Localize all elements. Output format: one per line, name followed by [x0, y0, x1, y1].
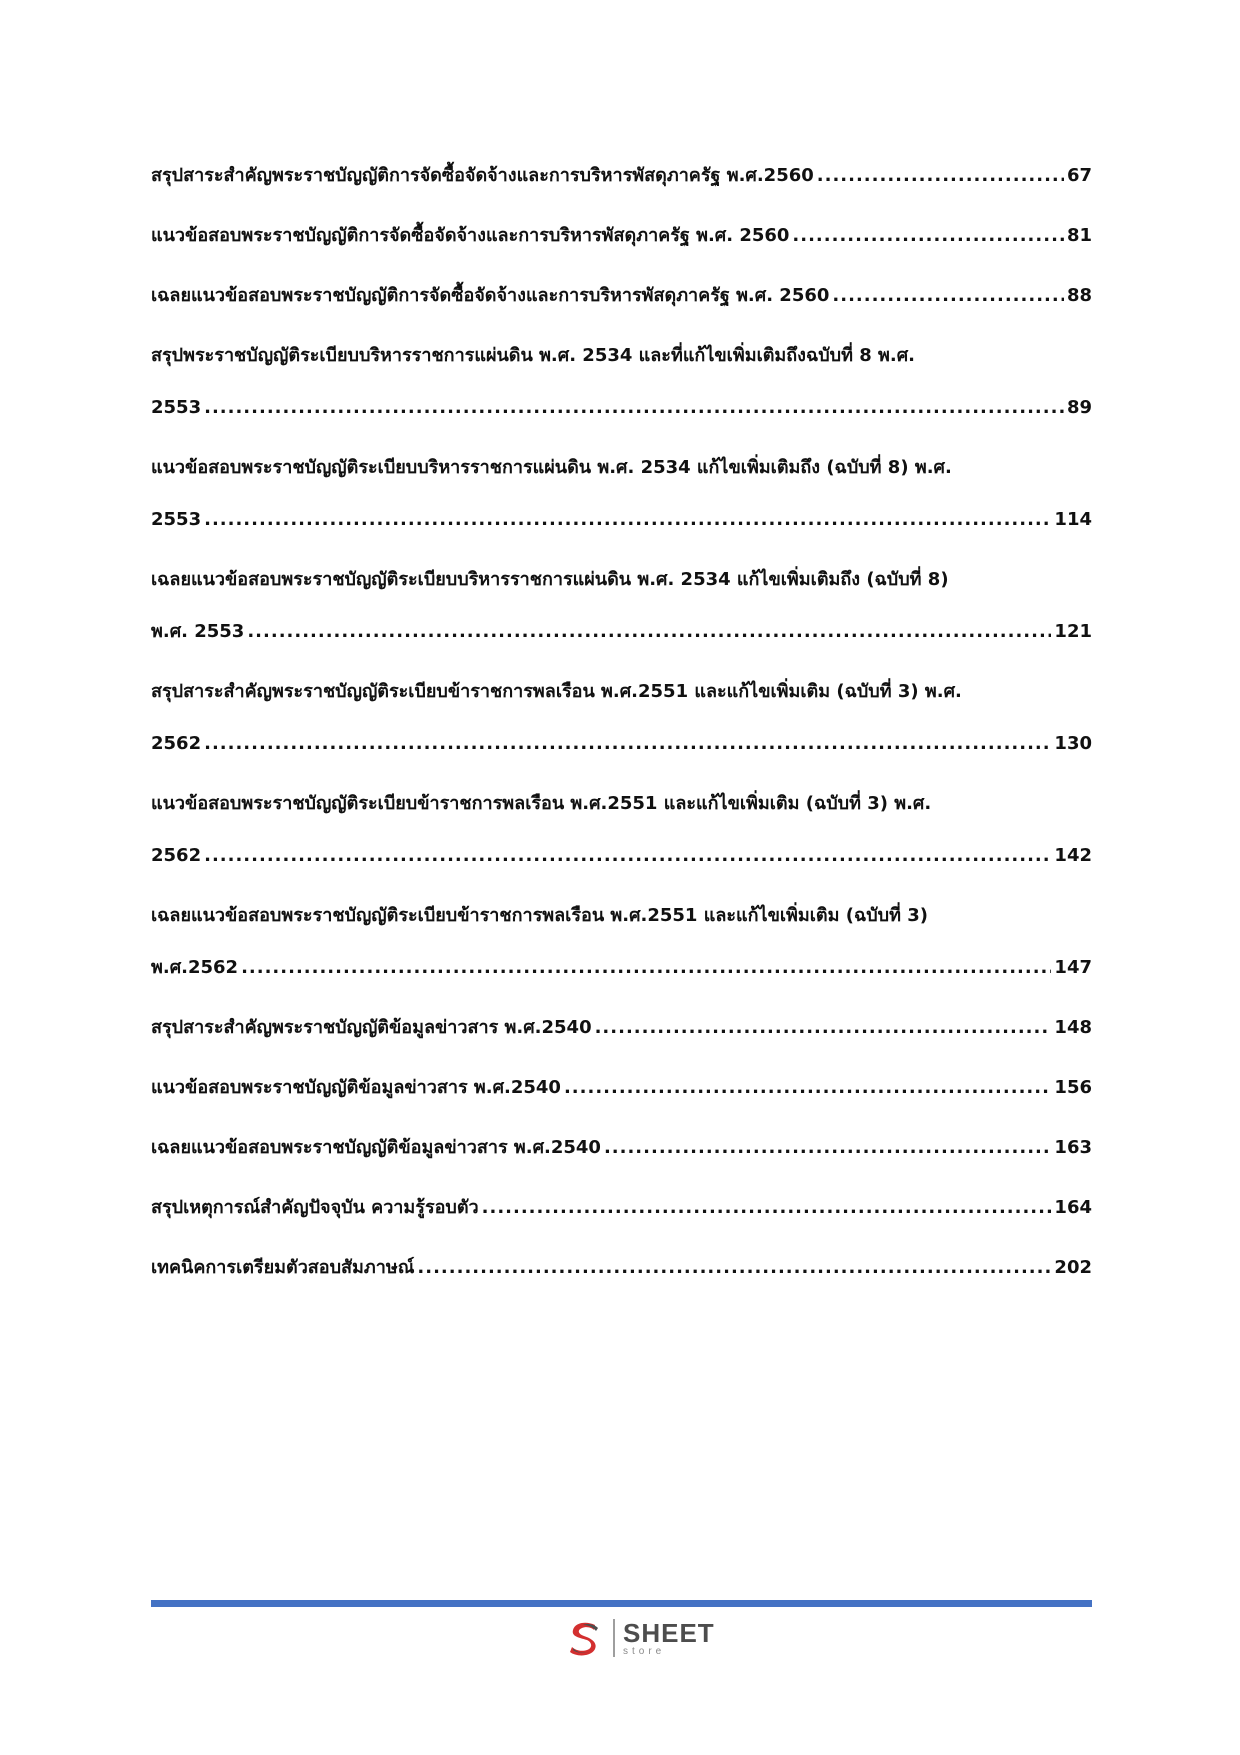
toc-entry-title: พ.ศ.2562: [151, 957, 239, 978]
footer-divider: [151, 1600, 1092, 1607]
toc-entry-title: 2553: [151, 397, 202, 418]
dot-leader: [482, 1182, 1052, 1234]
toc-entry-title: เฉลยแนวข้อสอบพระราชบัญญัติการจัดซื้อจัดจ้างและการบริหารพัสดุภาครัฐ พ.ศ. 2560: [151, 285, 830, 306]
toc-entry-title: 2562: [151, 845, 202, 866]
toc-page-number: 164: [1054, 1197, 1092, 1218]
toc-entry[interactable]: [151, 270, 1092, 322]
toc-entry[interactable]: [151, 778, 1092, 882]
toc-entry-title: พ.ศ. 2553: [151, 621, 245, 642]
toc-page-number: 88: [1066, 285, 1092, 306]
toc-page-number: 67: [1066, 165, 1092, 186]
dot-leader: [417, 1242, 1051, 1294]
logo-text: [623, 1617, 715, 1657]
toc-entry-title: แนวข้อสอบพระราชบัญญัติข้อมูลข่าวสาร พ.ศ.2540: [151, 1077, 561, 1098]
toc-entry[interactable]: [151, 666, 1092, 770]
table-of-contents: [151, 150, 1092, 1302]
dot-leader: [204, 494, 1051, 546]
toc-entry-title: 2553: [151, 509, 202, 530]
toc-entry-title: สรุปสาระสำคัญพระราชบัญญัติการจัดซื้อจัดจ้างและการบริหารพัสดุภาครัฐ พ.ศ.2560: [151, 165, 814, 186]
toc-entry-title: สรุปเหตุการณ์สำคัญปัจจุบัน ความรู้รอบตัว: [151, 1197, 479, 1218]
toc-entry-title: เฉลยแนวข้อสอบพระราชบัญญัติระเบียบข้าราชการพลเรือน พ.ศ.2551 และแก้ไขเพิ่มเติม (ฉบับที่ 3): [151, 905, 928, 926]
toc-page-number: 202: [1054, 1257, 1092, 1278]
toc-entry[interactable]: [151, 150, 1092, 202]
toc-entry-title: สรุปสาระสำคัญพระราชบัญญัติระเบียบข้าราชการพลเรือน พ.ศ.2551 และแก้ไขเพิ่มเติม (ฉบับที่ 3) พ.ศ.: [151, 681, 962, 702]
toc-page-number: 130: [1054, 733, 1092, 754]
toc-page-number: 163: [1054, 1137, 1092, 1158]
toc-entry-title: เทคนิคการเตรียมตัวสอบสัมภาษณ์: [151, 1257, 415, 1278]
toc-entry[interactable]: [151, 1242, 1092, 1294]
toc-page-number: 121: [1054, 621, 1092, 642]
toc-page-number: 81: [1066, 225, 1092, 246]
toc-entry[interactable]: [151, 1122, 1092, 1174]
toc-page-number: 147: [1054, 957, 1092, 978]
toc-entry[interactable]: [151, 890, 1092, 994]
toc-page-number: 89: [1066, 397, 1092, 418]
dot-leader: [832, 270, 1064, 322]
dot-leader: [817, 150, 1064, 202]
dot-leader: [204, 830, 1051, 882]
logo-subtext: store: [623, 1645, 666, 1657]
toc-entry[interactable]: [151, 210, 1092, 262]
toc-entry-title: 2562: [151, 733, 202, 754]
logo-word: SHEET: [623, 1617, 715, 1648]
sheet-store-s-icon: [565, 1618, 605, 1658]
dot-leader: [595, 1002, 1052, 1054]
dot-leader: [564, 1062, 1051, 1114]
toc-entry[interactable]: [151, 1062, 1092, 1114]
dot-leader: [204, 382, 1064, 434]
sheet-store-logo: [565, 1618, 715, 1658]
toc-page-number: 156: [1054, 1077, 1092, 1098]
toc-entry-title: สรุปสาระสำคัญพระราชบัญญัติข้อมูลข่าวสาร พ.ศ.2540: [151, 1017, 592, 1038]
toc-entry-title: แนวข้อสอบพระราชบัญญัติระเบียบข้าราชการพลเรือน พ.ศ.2551 และแก้ไขเพิ่มเติม (ฉบับที่ 3) พ.ศ.: [151, 793, 932, 814]
toc-entry[interactable]: [151, 554, 1092, 658]
toc-entry[interactable]: [151, 1002, 1092, 1054]
toc-entry[interactable]: [151, 1182, 1092, 1234]
logo-separator: [613, 1619, 615, 1657]
toc-page-number: 142: [1054, 845, 1092, 866]
dot-leader: [241, 942, 1051, 994]
toc-entry-title: เฉลยแนวข้อสอบพระราชบัญญัติข้อมูลข่าวสาร พ.ศ.2540: [151, 1137, 601, 1158]
toc-entry-title: แนวข้อสอบพระราชบัญญัติระเบียบบริหารราชการแผ่นดิน พ.ศ. 2534 แก้ไขเพิ่มเติมถึง (ฉบับที่ 8) พ.ศ.: [151, 457, 952, 478]
dot-leader: [792, 210, 1064, 262]
toc-page-number: 114: [1054, 509, 1092, 530]
toc-page-number: 148: [1054, 1017, 1092, 1038]
toc-entry[interactable]: [151, 330, 1092, 434]
dot-leader: [604, 1122, 1051, 1174]
toc-entry-title: สรุปพระราชบัญญัติระเบียบบริหารราชการแผ่นดิน พ.ศ. 2534 และที่แก้ไขเพิ่มเติมถึงฉบับที่ 8 พ.ศ.: [151, 345, 915, 366]
toc-entry[interactable]: [151, 442, 1092, 546]
toc-entry-title: เฉลยแนวข้อสอบพระราชบัญญัติระเบียบบริหารราชการแผ่นดิน พ.ศ. 2534 แก้ไขเพิ่มเติมถึง (ฉบับที่ 8): [151, 569, 949, 590]
dot-leader: [204, 718, 1051, 770]
toc-entry-title: แนวข้อสอบพระราชบัญญัติการจัดซื้อจัดจ้างและการบริหารพัสดุภาครัฐ พ.ศ. 2560: [151, 225, 790, 246]
dot-leader: [247, 606, 1051, 658]
